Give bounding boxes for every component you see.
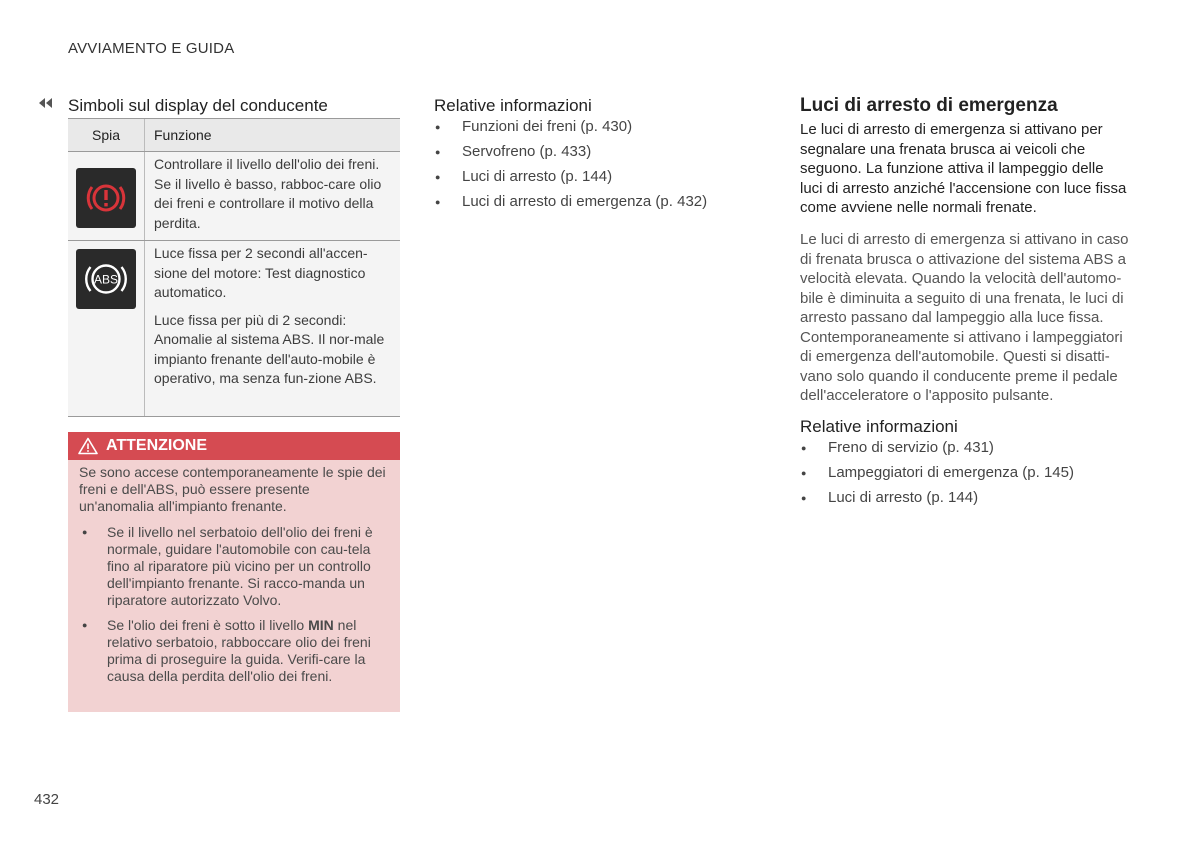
section-title-symbols: Simboli sul display del conducente bbox=[68, 96, 328, 115]
column-header-spia: Spia bbox=[68, 119, 145, 151]
related-info-title-right: Relative informazioni bbox=[800, 417, 958, 436]
related-link[interactable]: ● Luci di arresto (p. 144) bbox=[800, 488, 1130, 513]
intro-paragraph: Le luci di arresto di emergenza si attivano per segnalare una frenata brusca ai veicoli che seguono. La funzione attiva il lampeggio delle luci di arresto anziché l'accensione con luce fissa come avviene nelle normali frenate. bbox=[800, 121, 1127, 216]
abs-warning-icon bbox=[76, 249, 136, 309]
related-info-list bbox=[434, 117, 754, 217]
body-paragraph: Le luci di arresto di emergenza si attivano in caso di frenata brusca o attivazione del sistema ABS a velocità elevata. Quando la velocità dell'automo-bile è diminuita a seguito di una frenata, le luci di arresto passano dal lampeggio alla luce fissa. Contemporaneamente si attivano i lampeggiatori di emergenza dell'automobile. Questi si disatti-vano solo quando il conducente preme il pedale dell'acceleratore o l'apposito pulsante. bbox=[800, 231, 1129, 404]
table-header bbox=[68, 119, 400, 152]
abs-description-startup: Luce fissa per 2 secondi all'accen-sione del motore: Test diagnostico automatico. bbox=[154, 245, 368, 300]
abs-description-fault: Luce fissa per più di 2 secondi: Anomalie al sistema ABS. Il nor-male impianto frenante dell'auto-mobile è operativo, ma senza fun-zione ABS. bbox=[154, 311, 385, 386]
back-arrows-icon[interactable] bbox=[36, 96, 56, 110]
table-row bbox=[68, 152, 400, 241]
table-row bbox=[68, 241, 400, 417]
related-link[interactable]: ● Freno di servizio (p. 431) bbox=[800, 438, 1130, 463]
related-link[interactable]: ● Lampeggiatori di emergenza (p. 145) bbox=[800, 463, 1130, 488]
brake-warning-description: Controllare il livello dell'olio dei freni. Se il livello è basso, rabboc-care olio dei freni e controllare il motivo della perdita. bbox=[154, 156, 382, 231]
brake-warning-icon bbox=[76, 168, 136, 228]
related-info-list-right bbox=[800, 438, 1130, 513]
warning-bullet: ● Se il livello nel serbatoio dell'olio dei freni è normale, guidare l'automobile con cau-tela fino al riparatore più vicino per un controllo dell'impianto frenante. Si racco-manda un riparatore autorizzato Volvo. bbox=[79, 524, 388, 609]
related-link[interactable]: ● Funzioni dei freni (p. 430) bbox=[434, 117, 754, 142]
warning-title: ATTENZIONE bbox=[106, 437, 208, 454]
running-header: AVVIAMENTO E GUIDA bbox=[68, 40, 235, 57]
related-info-title: Relative informazioni bbox=[434, 96, 592, 115]
page-number: 432 bbox=[34, 791, 60, 808]
min-label: MIN bbox=[308, 617, 334, 633]
warning-box bbox=[68, 432, 400, 712]
warning-bullet: ● Se l'olio dei freni è sotto il livello MIN nel relativo serbatoio, rabboccare olio dei freni prima di proseguire la guida. Verifi-care la causa della perdita dell'olio dei freni. bbox=[79, 617, 388, 685]
svg-text:ABS: ABS bbox=[93, 272, 119, 287]
related-link[interactable]: ● Servofreno (p. 433) bbox=[434, 142, 754, 167]
warning-triangle-icon bbox=[78, 437, 98, 455]
related-link[interactable]: ● Luci di arresto (p. 144) bbox=[434, 167, 754, 192]
page-title: Luci di arresto di emergenza bbox=[800, 95, 1058, 116]
warning-intro: Se sono accese contemporaneamente le spie dei freni e dell'ABS, può essere presente un'anomalia all'impianto frenante. bbox=[79, 464, 386, 514]
warning-header bbox=[68, 432, 400, 460]
related-link[interactable]: ● Luci di arresto di emergenza (p. 432) bbox=[434, 192, 754, 217]
column-header-funzione: Funzione bbox=[154, 127, 212, 143]
symbols-table bbox=[68, 118, 400, 417]
